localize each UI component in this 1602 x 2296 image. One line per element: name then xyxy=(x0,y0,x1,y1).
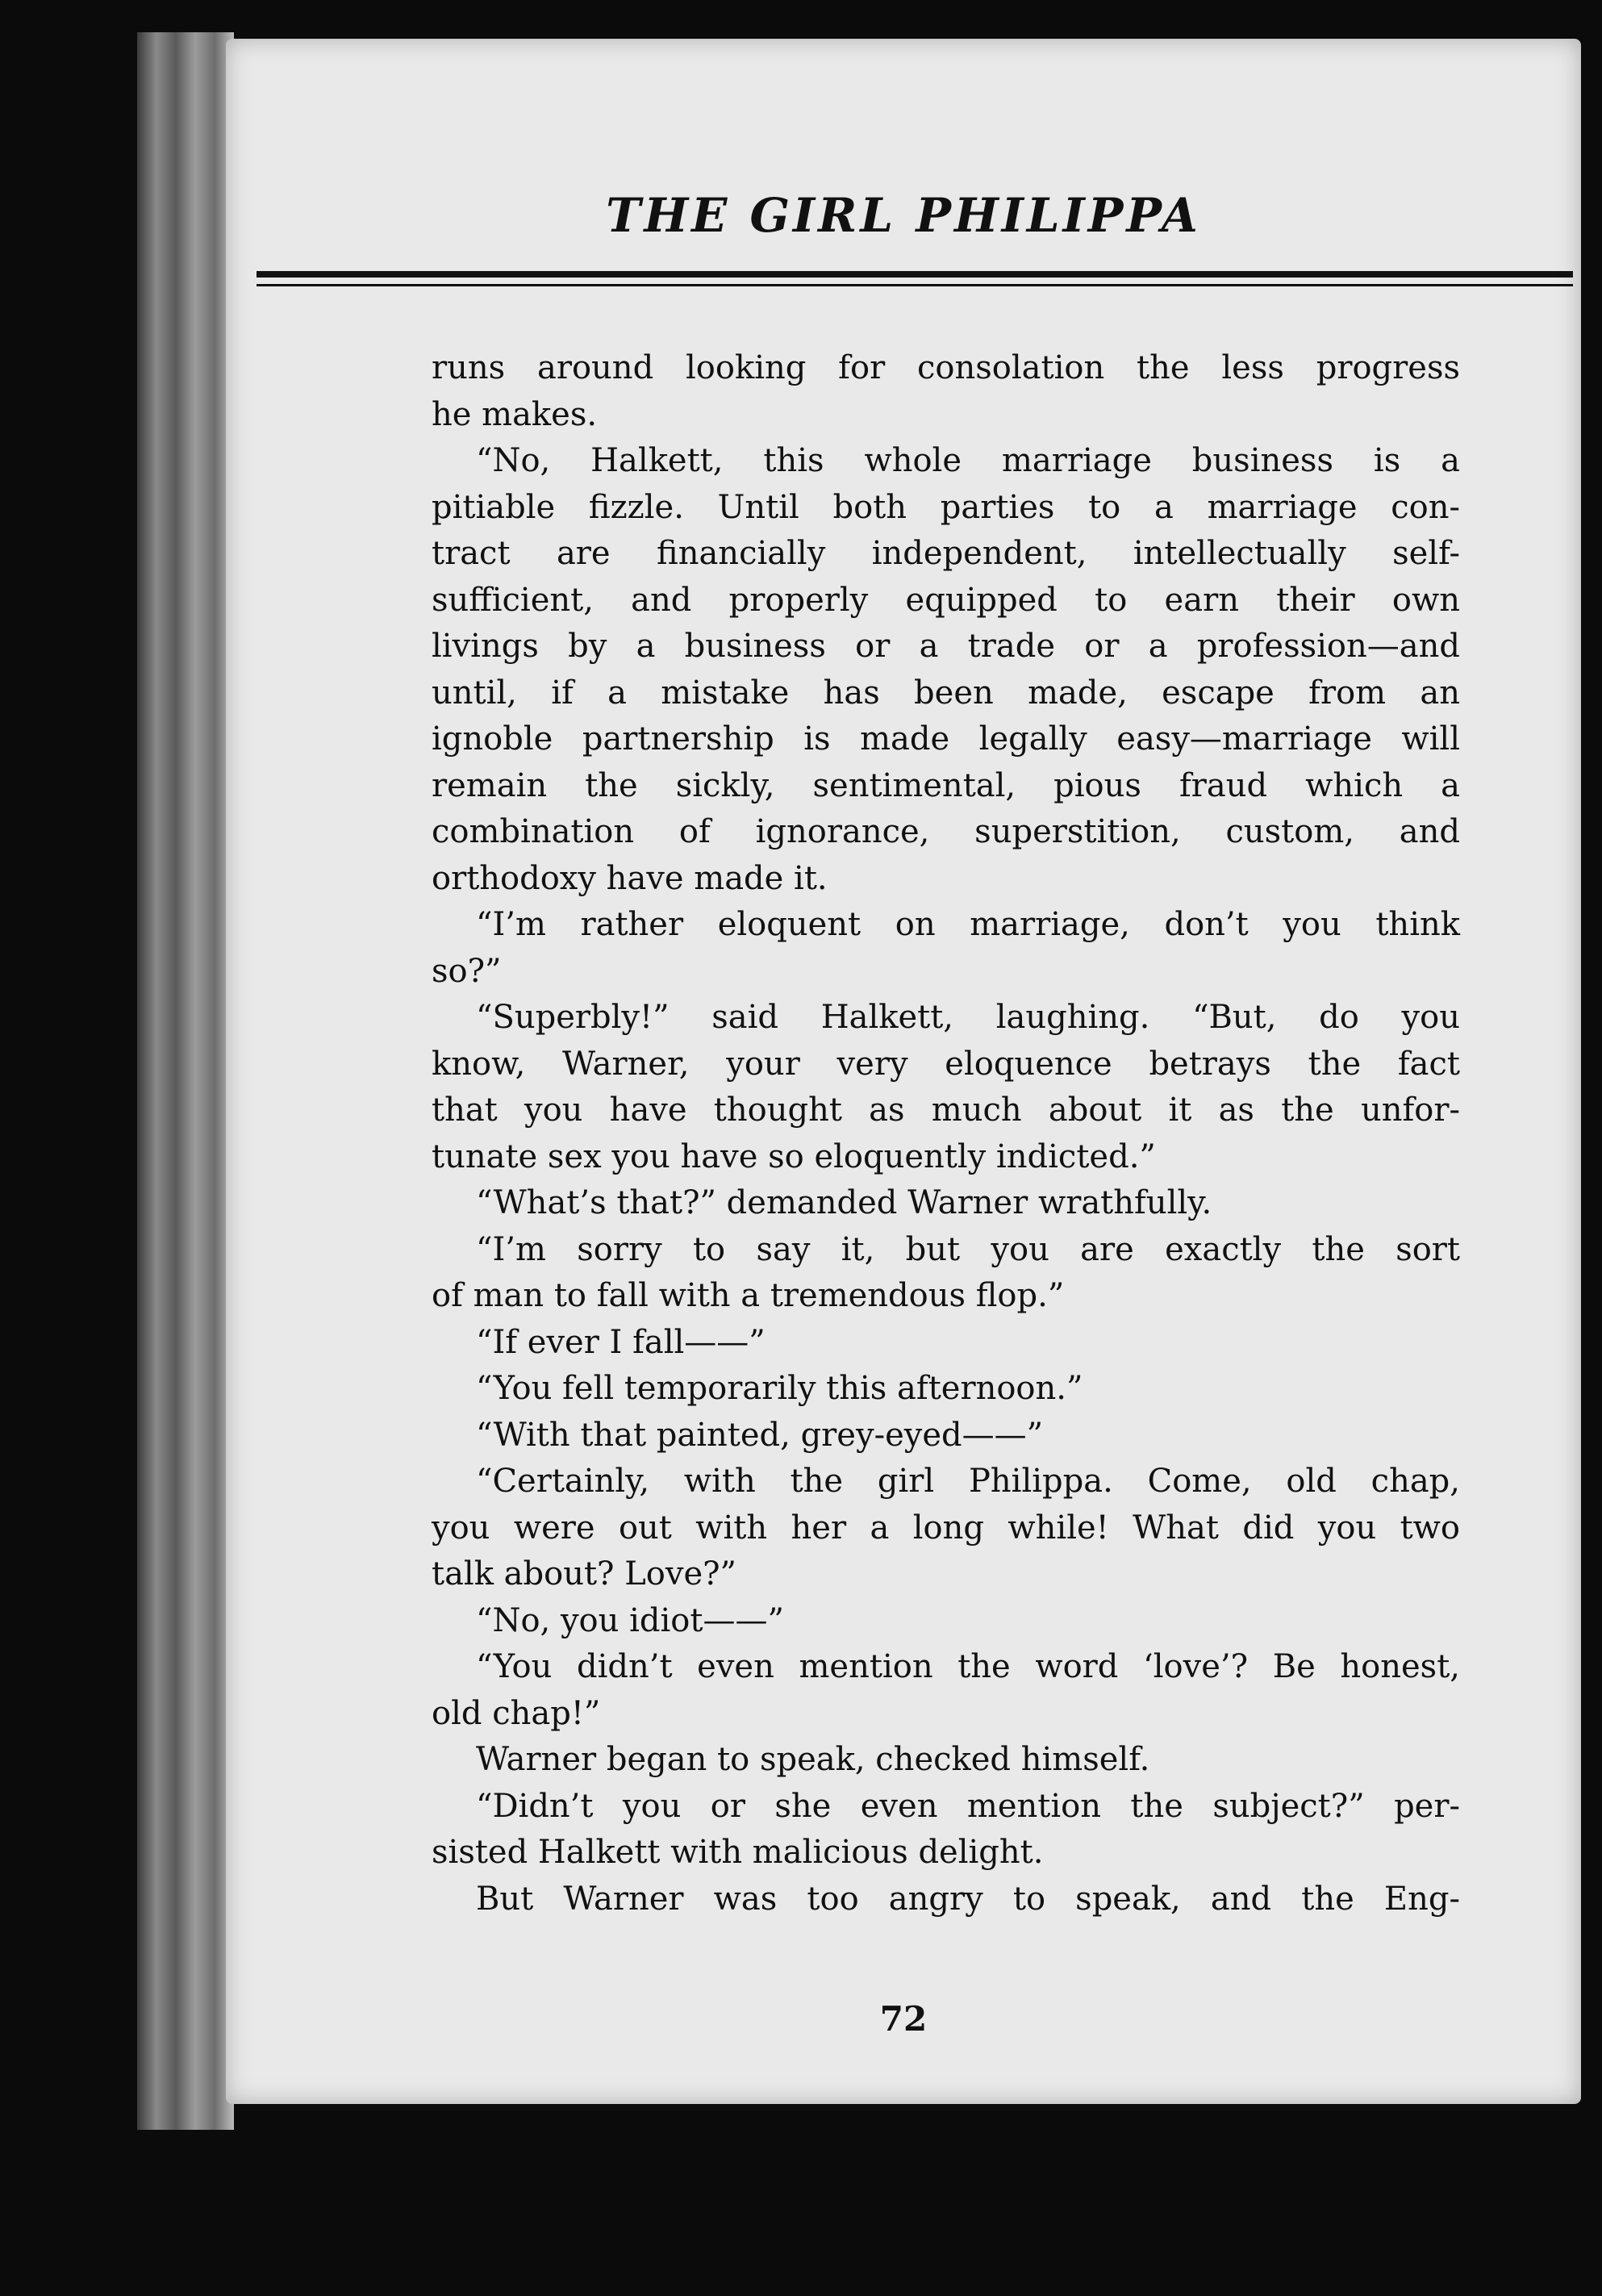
text-line: that you have thought as much about it as the unfor- xyxy=(432,1092,1460,1129)
book-page xyxy=(226,39,1581,2104)
text-line: ignoble partnership is made legally easy—marriage will xyxy=(432,720,1460,758)
text-line: combination of ignorance, superstition, custom, and xyxy=(432,813,1460,850)
text-line: tunate sex you have so eloquently indicted.” xyxy=(432,1138,1156,1175)
text-line: tract are financially independent, intellectually self- xyxy=(432,535,1460,572)
text-line: “Didn’t you or she even mention the subject?” per- xyxy=(476,1787,1460,1825)
text-line: sisted Halkett with malicious delight. xyxy=(432,1834,1044,1871)
text-line: runs around looking for consolation the less progress xyxy=(432,349,1460,386)
text-line: of man to fall with a tremendous flop.” xyxy=(432,1277,1065,1314)
text-line: “You didn’t even mention the word ‘love’? Be honest, xyxy=(476,1648,1460,1685)
header-rule-thin xyxy=(257,284,1573,286)
book-spine-edge xyxy=(137,32,234,2130)
text-line: you were out with her a long while! What did you two xyxy=(432,1509,1460,1547)
text-line: orthodoxy have made it. xyxy=(432,859,828,897)
text-line: “Superbly!” said Halkett, laughing. “But, do you xyxy=(476,999,1460,1036)
running-header-title: THE GIRL PHILIPPA xyxy=(606,188,1201,243)
text-line: sufficient, and properly equipped to earn their own xyxy=(432,581,1460,619)
text-line: “What’s that?” demanded Warner wrathfully. xyxy=(476,1184,1212,1221)
text-line: livings by a business or a trade or a profession—and xyxy=(432,628,1460,665)
body-text xyxy=(432,345,1460,1922)
text-line: know, Warner, your very eloquence betrays the fact xyxy=(432,1045,1460,1083)
text-line: “No, you idiot——” xyxy=(476,1601,784,1639)
running-header xyxy=(226,188,1581,243)
text-line: remain the sickly, sentimental, pious fraud which a xyxy=(432,766,1460,804)
text-line: old chap!” xyxy=(432,1694,601,1732)
page-number: 72 xyxy=(879,1999,928,2039)
text-line: “I’m sorry to say it, but you are exactly the sort xyxy=(476,1230,1460,1268)
text-line: “You fell temporarily this afternoon.” xyxy=(476,1370,1083,1407)
text-line: Warner began to speak, checked himself. xyxy=(476,1741,1150,1778)
text-line: “Certainly, with the girl Philippa. Come, old chap, xyxy=(476,1463,1460,1500)
text-line: “I’m rather eloquent on marriage, don’t you think xyxy=(476,906,1460,943)
text-line: so?” xyxy=(432,952,502,990)
text-line: talk about? Love?” xyxy=(432,1555,737,1593)
text-line: But Warner was too angry to speak, and the Eng- xyxy=(476,1880,1460,1918)
text-line: until, if a mistake has been made, escape from an xyxy=(432,674,1460,712)
text-line: “No, Halkett, this whole marriage business is a xyxy=(476,442,1460,479)
text-line: “If ever I fall——” xyxy=(476,1323,766,1361)
text-line: he makes. xyxy=(432,395,598,433)
text-line: “With that painted, grey-eyed——” xyxy=(476,1416,1044,1454)
text-line: pitiable fizzle. Until both parties to a marriage con- xyxy=(432,488,1460,526)
header-rule xyxy=(257,271,1573,278)
